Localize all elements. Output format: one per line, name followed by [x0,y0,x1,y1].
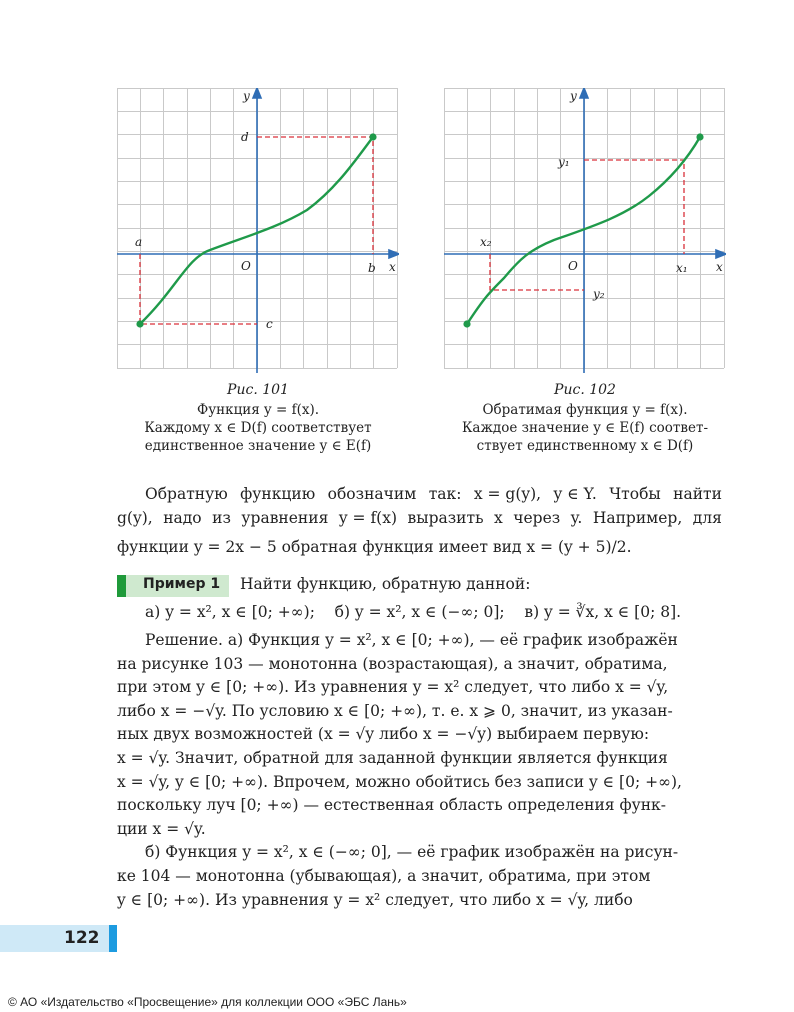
label-o: O [568,259,578,273]
text-line: ке 104 — монотонна (убывающая), а значит, обратима, при этом [117,866,651,885]
caption-line: ствует единственному x ∈ D(f) [476,438,694,454]
copyright-notice: © АО «Издательство «Просвещение» для коллекции ООО «ЭБС Лань» [8,995,407,1009]
label-o: O [241,259,251,273]
text-line: x = √y. Значит, обратной для заданной функции является функция [117,748,668,767]
text-line: x = √y, y ∈ [0; +∞). Впрочем, можно обойтись без записи y ∈ [0; +∞), [117,772,682,791]
example-marker [117,575,126,597]
label-b: b [368,261,376,275]
text-line: при этом y ∈ [0; +∞). Из уравнения y = x² следует, что либо x = √y, [117,678,669,697]
label-y2: y₂ [593,287,605,301]
label-y: y [570,89,577,103]
caption-line: единственное значение y ∈ E(f) [144,438,372,454]
caption-line: Каждому x ∈ D(f) соответствует [144,420,372,436]
caption-line: Функция y = f(x). [196,402,320,418]
label-x2: x₂ [480,235,492,249]
page-number: 122 [64,928,100,948]
solution-paragraph [117,629,722,912]
figure-101-caption [117,381,399,455]
page-number-accent [109,925,117,952]
figure-102-title: Рис. 102 [554,382,616,398]
label-y: y [243,89,250,103]
figure-101-title: Рис. 101 [227,382,289,398]
example-label: Пример 1 [143,576,221,592]
text-line: либо x = −√y. По условию x ∈ [0; +∞), т. е. x ⩾ 0, значит, из указан- [117,701,673,720]
text-line: Решение. а) Функция y = x², x ∈ [0; +∞), — её график изображён [145,631,678,649]
text-line: y ∈ [0; +∞). Из уравнения y = x² следует, что либо x = √y, либо [117,890,633,909]
text-line: на рисунке 103 — монотонна (возрастающая), а значит, обратима, [117,654,668,673]
figure-102-graph [444,88,726,373]
figure-101-graph [117,88,399,373]
label-y1: y₁ [558,155,570,169]
label-a: a [135,235,143,249]
example-items: а) y = x², x ∈ [0; +∞); б) y = x², x ∈ (−∞; 0]; в) y = ∛x, x ∈ [0; 8]. [145,603,682,621]
text-line: б) Функция y = x², x ∈ (−∞; 0], — её график изображён на рисун- [145,843,679,862]
text-line: ных двух возможностей (x = √y либо x = −√y) выбираем первую: [117,725,650,744]
intro-paragraph [117,483,722,560]
example-label-bar [117,575,229,597]
caption-line: Каждое значение y ∈ E(f) соответ- [461,420,709,436]
example-task: Найти функцию, обратную данной: [240,575,531,593]
figure-102-caption [444,381,726,455]
label-d: d [241,130,249,144]
label-x1: x₁ [676,261,688,275]
text-line: g(y), надо из уравнения y = f(x) выразить x через y. Например, для [117,508,722,527]
text-line: поскольку луч [0; +∞) — естественная область определения функ- [117,796,666,815]
label-c: c [266,317,273,331]
text-line: функции y = 2x − 5 обратная функция имеет вид x = (y + 5)/2. [117,538,632,557]
text-line: ции x = √y. [117,819,206,838]
text-line: Обратную функцию обозначим так: x = g(y), y ∈ Y. Чтобы найти [145,485,722,503]
label-x: x [389,260,396,274]
caption-line: Обратимая функция y = f(x). [482,402,688,418]
label-x: x [716,260,723,274]
